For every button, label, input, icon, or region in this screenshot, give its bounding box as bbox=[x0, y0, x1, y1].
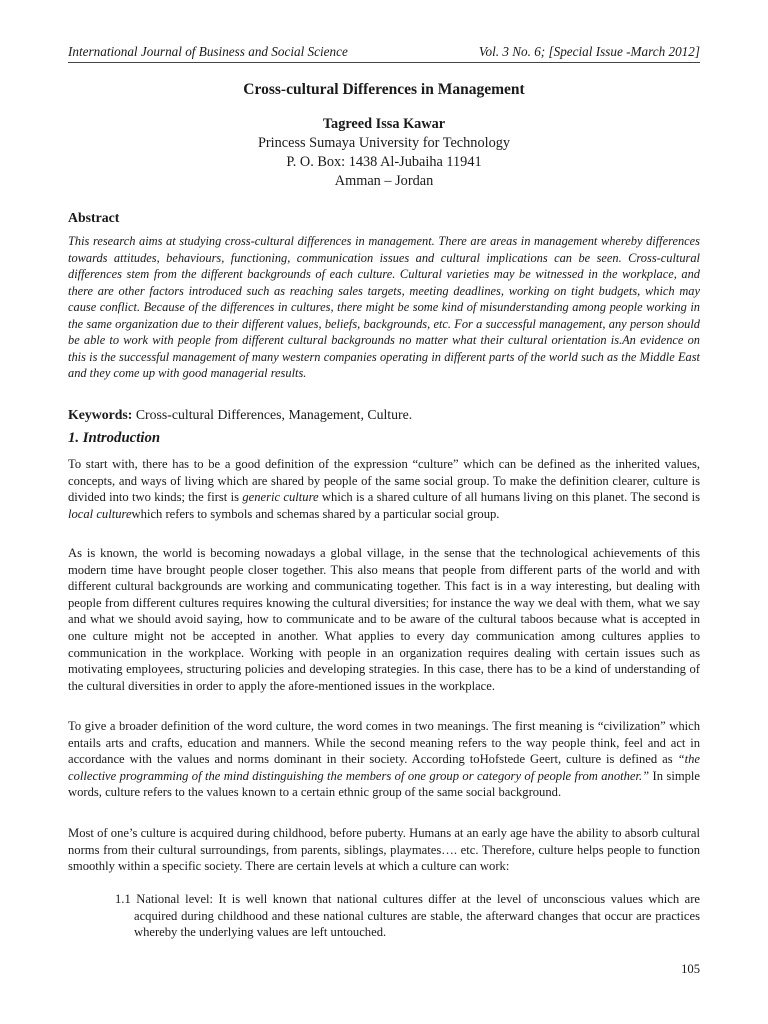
author-address-line2: Amman – Jordan bbox=[334, 173, 434, 189]
intro-p3-text-a: To give a broader definition of the word culture, the word comes in two meanings. The first meaning is “civilization” which entails arts and crafts, education and manners. While the second meaning refers to the way people think, feel and act in accordance with the values and norms dominant in their society. According toHofstede Geert, culture is defined as bbox=[68, 719, 700, 767]
intro-p1-emphasis-generic: generic culture bbox=[242, 490, 319, 505]
intro-p3-text-b: In simple words, culture refers to the values known to a certain ethnic group of the same social background. bbox=[68, 768, 700, 800]
author-name: Tagreed Issa Kawar bbox=[322, 116, 446, 132]
volume-info: Vol. 3 No. 6; [Special Issue -March 2012] bbox=[478, 44, 700, 59]
intro-paragraph-2: As is known, the world is becoming nowadays a global village, in the sense that the technological achievements of this modern time have brought people closer together. This also means that people from different parts of the world and with different cultural backgrounds are working and communicating together. This fact is in a way interesting, but dealing with people from different cultures requires knowing the cultural diversities; for instance the way we deal with them, what we say and what we should avoid saying, how to communicate and to be aware of the cultural taboos because what is accepted in one culture might not be accepted in another. What applies to every day communication among cultures applies to communication in the workplace. Working with people in an organization requires dealing with certain issues such as motivating employees, structuring policies and developing strategies. In this case, there has to be a kind of understanding of the cultural diversities in order to apply the afore-mentioned issues in the workplace. bbox=[68, 546, 700, 693]
running-header bbox=[68, 44, 700, 63]
intro-p1-emphasis-local: local culture bbox=[68, 506, 132, 521]
paper-title: Cross-cultural Differences in Management bbox=[243, 81, 525, 98]
intro-p1-text-a: To start with, there has to be a good definition of the expression “culture” which can be defined as the inherited values, concepts, and ways of living which are shared by people of the same social group. To make the definition clearer, culture is divided into two kinds; the first is bbox=[68, 457, 700, 505]
author-address-line1: P. O. Box: 1438 Al-Jubaiha 11941 bbox=[286, 154, 482, 170]
journal-name: International Journal of Business and Social Science bbox=[68, 44, 348, 59]
keywords-label: Keywords: bbox=[68, 407, 133, 422]
author-block bbox=[0, 115, 768, 191]
page-number: 105 bbox=[681, 962, 700, 976]
abstract-text: This research aims at studying cross-cultural differences in management. There are areas in management whereby differences towards attitudes, behaviours, functioning, communication issues and cultural implications can be seen. Cross-cultural differences stem from the different backgrounds of each culture. Cultural varieties may be witnessed in the workplace, and there are other factors introduced such as reaching sales targets, meeting deadlines, working on tight budgets, which may cause conflict. Because of the differences in cultures, there might be some kind of misunderstanding among people working in the same organization due to their different values, beliefs, backgrounds, etc. For a successful management, any person should be able to work with people from different cultural backgrounds no matter what their cultural orientation is.An evidence on this is the successful management of many western companies operating in different parts of the world such as the Middle East and they come up with good managerial results. bbox=[68, 234, 700, 380]
section-heading-introduction: 1. Introduction bbox=[68, 430, 161, 446]
intro-p1-text-b: which is a shared culture of all humans living on this planet. The second is bbox=[318, 490, 700, 505]
intro-paragraph-4: Most of one’s culture is acquired during childhood, before puberty. Humans at an early age have the ability to absorb cultural norms from their cultural surroundings, from parents, siblings, playmates…. etc. Therefore, culture helps people to function smoothly within a specific society. There are certain levels at which a culture can work: bbox=[68, 826, 700, 874]
author-affiliation: Princess Sumaya University for Technology bbox=[257, 135, 511, 151]
abstract-heading: Abstract bbox=[68, 210, 120, 225]
intro-p1-text-c: which refers to symbols and schemas shared by a particular social group. bbox=[131, 506, 500, 521]
keywords-line bbox=[68, 407, 700, 423]
intro-paragraph-1 bbox=[68, 456, 700, 522]
keywords-text: Cross-cultural Differences, Management, Culture. bbox=[132, 407, 413, 422]
list-item-1-1: 1.1 National level: It is well known that national cultures differ at the level of unconscious values which are acquired during childhood and these national cultures are stable, the afterward changes that occur are practices whereby the underlying values are left untouched. bbox=[115, 892, 700, 940]
intro-paragraph-3 bbox=[68, 718, 700, 801]
intro-p3-quote: “the collective programming of the mind distinguishing the members of one group or category of people from another.” bbox=[68, 752, 700, 783]
